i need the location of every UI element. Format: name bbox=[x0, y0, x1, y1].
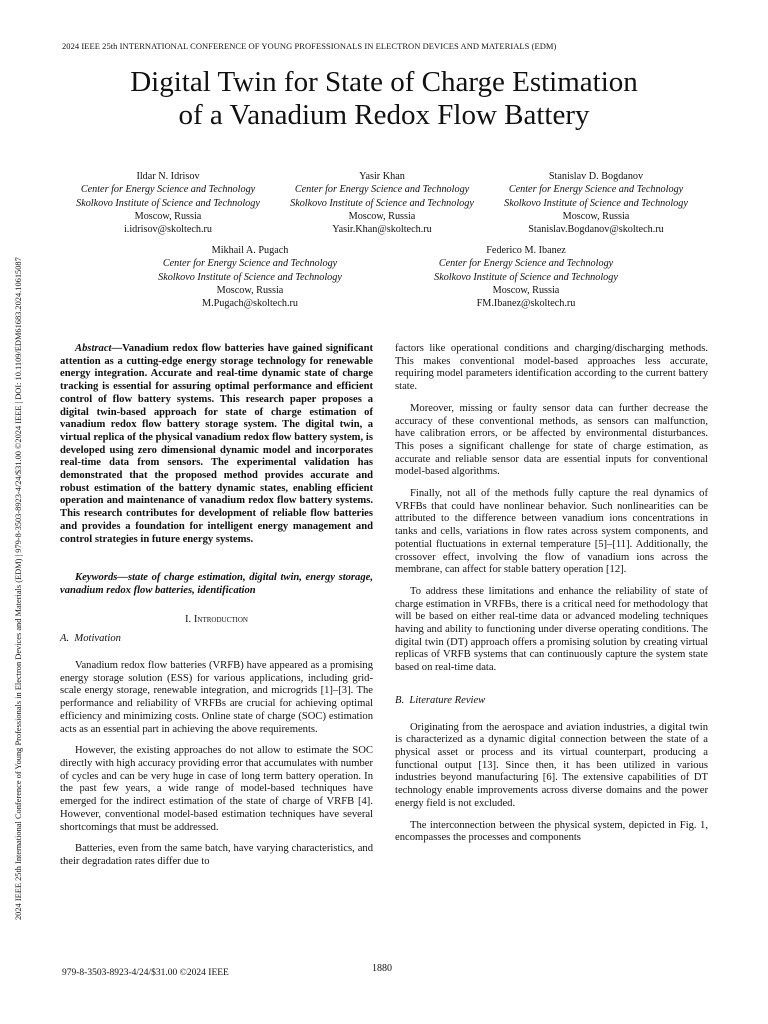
author-inst: Skolkovo Institute of Science and Technology bbox=[76, 197, 260, 209]
author-email[interactable]: FM.Ibanez@skoltech.ru bbox=[476, 298, 576, 310]
doi-sidebar bbox=[12, 128, 26, 920]
author-city: Moscow, Russia bbox=[562, 210, 630, 222]
subsection-title: Motivation bbox=[74, 633, 121, 645]
author-block-5 bbox=[416, 244, 636, 310]
paragraph: Originating from the aerospace and aviation industries, a digital twin is characterized as a dynamic digital connection between the state of a physical asset or process and its virtual counterpart, producing a functional output [13]. Since then, it has been utilized in various industries beyond manufacturing [6]. The extensive capabilities of DT technology enable improvements across diverse domains and the power energy field is not excluded. bbox=[395, 721, 708, 809]
author-name: Ildar N. Idrisov bbox=[136, 171, 200, 182]
section-heading-introduction bbox=[60, 614, 373, 627]
author-dept: Center for Energy Science and Technology bbox=[438, 258, 614, 270]
abstract bbox=[60, 343, 373, 546]
left-column bbox=[60, 343, 373, 869]
author-inst: Skolkovo Institute of Science and Technology bbox=[434, 271, 618, 283]
author-city: Moscow, Russia bbox=[216, 284, 284, 296]
subsection-title: Literature Review bbox=[409, 694, 486, 706]
author-dept: Center for Energy Science and Technology bbox=[162, 258, 338, 270]
conference-header: 2024 IEEE 25th INTERNATIONAL CONFERENCE OF YOUNG PROFESSIONALS IN ELECTRON DEVICES AND MATERIALS (EDM) bbox=[62, 41, 557, 51]
paragraph: Batteries, even from the same batch, have varying characteristics, and their degradation rates differ due to bbox=[60, 843, 373, 867]
subsection-label: B. bbox=[395, 694, 405, 706]
author-city: Moscow, Russia bbox=[492, 284, 560, 296]
paragraph: factors like operational conditions and charging/discharging methods. This makes conventional model-based approaches less accurate, requiring model parameters identification according to the current battery state. bbox=[395, 343, 708, 393]
author-block-3 bbox=[496, 170, 696, 236]
title-line-2: of a Vanadium Redox Flow Battery bbox=[178, 99, 590, 131]
author-block-2 bbox=[282, 170, 482, 236]
keywords: Keywords—state of charge estimation, digital twin, energy storage, vanadium redox flow batteries, identification bbox=[60, 572, 373, 596]
author-block-4 bbox=[140, 244, 360, 310]
doi-sidebar-text: 2024 IEEE 25th International Conference of Young Professionals in Electron Devices and Materials (EDM) | 979-8-3503-8923-4/24/$31.00 ©2024 IEEE | DOI: 10.1109/EDM61683.2024.10615087 bbox=[14, 257, 23, 920]
title-line-1: Digital Twin for State of Charge Estimation bbox=[130, 66, 638, 98]
abstract-text: —Vanadium redox flow batteries have gained significant attention as a cutting-edge energy storage technology for renewable energy integration. Accurate and real-time dynamic state of charge tracking is essential for assuring optimal performance and efficient control of flow battery systems. This research paper proposes a digital twin-based approach for state of charge estimation of vanadium redox flow battery storage system. The digital twin, a virtual replica of the physical vanadium redox flow battery system, is developed using zero dimensional dynamic model and incorporates real-time data from sensors. The experimental validation has demonstrated that the proposed method provides accurate and robust estimation of the battery dynamic states, enabling efficient operation and maintenance of vanadium redox flow battery systems. This research contributes for development of reliable flow batteries and provides a foundation for intelligent energy management and control strategies in future energy systems. bbox=[60, 343, 373, 545]
subsection-heading-literature-review bbox=[395, 695, 708, 708]
author-email[interactable]: Yasir.Khan@skoltech.ru bbox=[332, 224, 432, 236]
author-inst: Skolkovo Institute of Science and Technology bbox=[504, 197, 688, 209]
subsection-heading-motivation bbox=[60, 633, 373, 646]
footer-isbn: 979-8-3503-8923-4/24/$31.00 ©2024 IEEE bbox=[62, 968, 229, 978]
author-city: Moscow, Russia bbox=[134, 210, 202, 222]
author-email[interactable]: i.idrisov@skoltech.ru bbox=[123, 224, 213, 236]
author-dept: Center for Energy Science and Technology bbox=[80, 184, 256, 196]
author-email[interactable]: M.Pugach@skoltech.ru bbox=[202, 298, 298, 310]
author-block-1 bbox=[68, 170, 268, 236]
paragraph: Moreover, missing or faulty sensor data can further decrease the accuracy of these conventional methods, as sensors can malfunction, have calibration errors, or be affected by environmental disturbances. This poses a significant challenge for state of charge estimation, as accurate and reliable sensor data are essential inputs for conventional model-based algorithms. bbox=[395, 402, 708, 478]
section-title: Introduction bbox=[193, 613, 248, 625]
author-dept: Center for Energy Science and Technology bbox=[508, 184, 684, 196]
page-number: 1880 bbox=[372, 963, 392, 974]
paragraph: The interconnection between the physical system, depicted in Fig. 1, encompasses the processes and components bbox=[395, 819, 708, 844]
author-city: Moscow, Russia bbox=[348, 210, 416, 222]
author-email[interactable]: Stanislav.Bogdanov@skoltech.ru bbox=[528, 224, 664, 236]
paragraph: Finally, not all of the methods fully capture the real dynamics of VRFBs that could have nonlinear behavior. Such nonlinearities can be attributed to the difference between vanadium ions concentrations in tanks and cells, variations in flow rates across system components, and potential fluctuations in external temperature [5]–[11]. Additionally, the crossover effect, involving the flow of vanadium ions across the membrane, can affect for stable battery operation [12]. bbox=[395, 488, 708, 576]
author-name: Mikhail A. Pugach bbox=[211, 245, 289, 256]
author-inst: Skolkovo Institute of Science and Technology bbox=[158, 271, 342, 283]
paragraph: However, the existing approaches do not allow to estimate the SOC directly with high accuracy providing error that accumulates with number of cycles and can be very huge in case of long term battery operation. In the past few years, a wide range of model-based techniques have emerged for the indirect estimation of the state of charge of VRFB [4]. However, conventional model-based estimation techniques have several shortcomings that must be addressed. bbox=[60, 745, 373, 833]
author-name: Stanislav D. Bogdanov bbox=[548, 171, 644, 182]
author-inst: Skolkovo Institute of Science and Technology bbox=[290, 197, 474, 209]
author-name: Yasir Khan bbox=[359, 171, 405, 182]
right-column bbox=[395, 343, 708, 845]
paragraph: To address these limitations and enhance the reliability of state of charge estimation in VRFBs, there is a critical need for methodology that will be based on either real-time data or advanced modeling techniques having and ability to functioning under diverse operating conditions. The digital twin (DT) approach offers a promising solution by creating virtual replicas of VRFB systems that can continuously capture the system state based on real-time data. bbox=[395, 585, 708, 674]
subsection-label: A. bbox=[60, 633, 70, 645]
abstract-label: Abstract bbox=[75, 343, 112, 354]
author-dept: Center for Energy Science and Technology bbox=[294, 184, 470, 196]
paragraph: Vanadium redox flow batteries (VRFB) have appeared as a promising energy storage solution (ESS) for various applications, including grid-scale energy storage, renewable integration, and microgrids [1]–[3]. The performance and reliability of VRFBs are crucial for achieving optimal efficiency and minimizing costs. Online state of charge (SOC) estimation acts as an essential part in achieving the above requirements. bbox=[60, 660, 373, 735]
author-name: Federico M. Ibanez bbox=[486, 245, 566, 256]
section-number: I. bbox=[185, 613, 192, 625]
paper-title bbox=[60, 66, 708, 132]
